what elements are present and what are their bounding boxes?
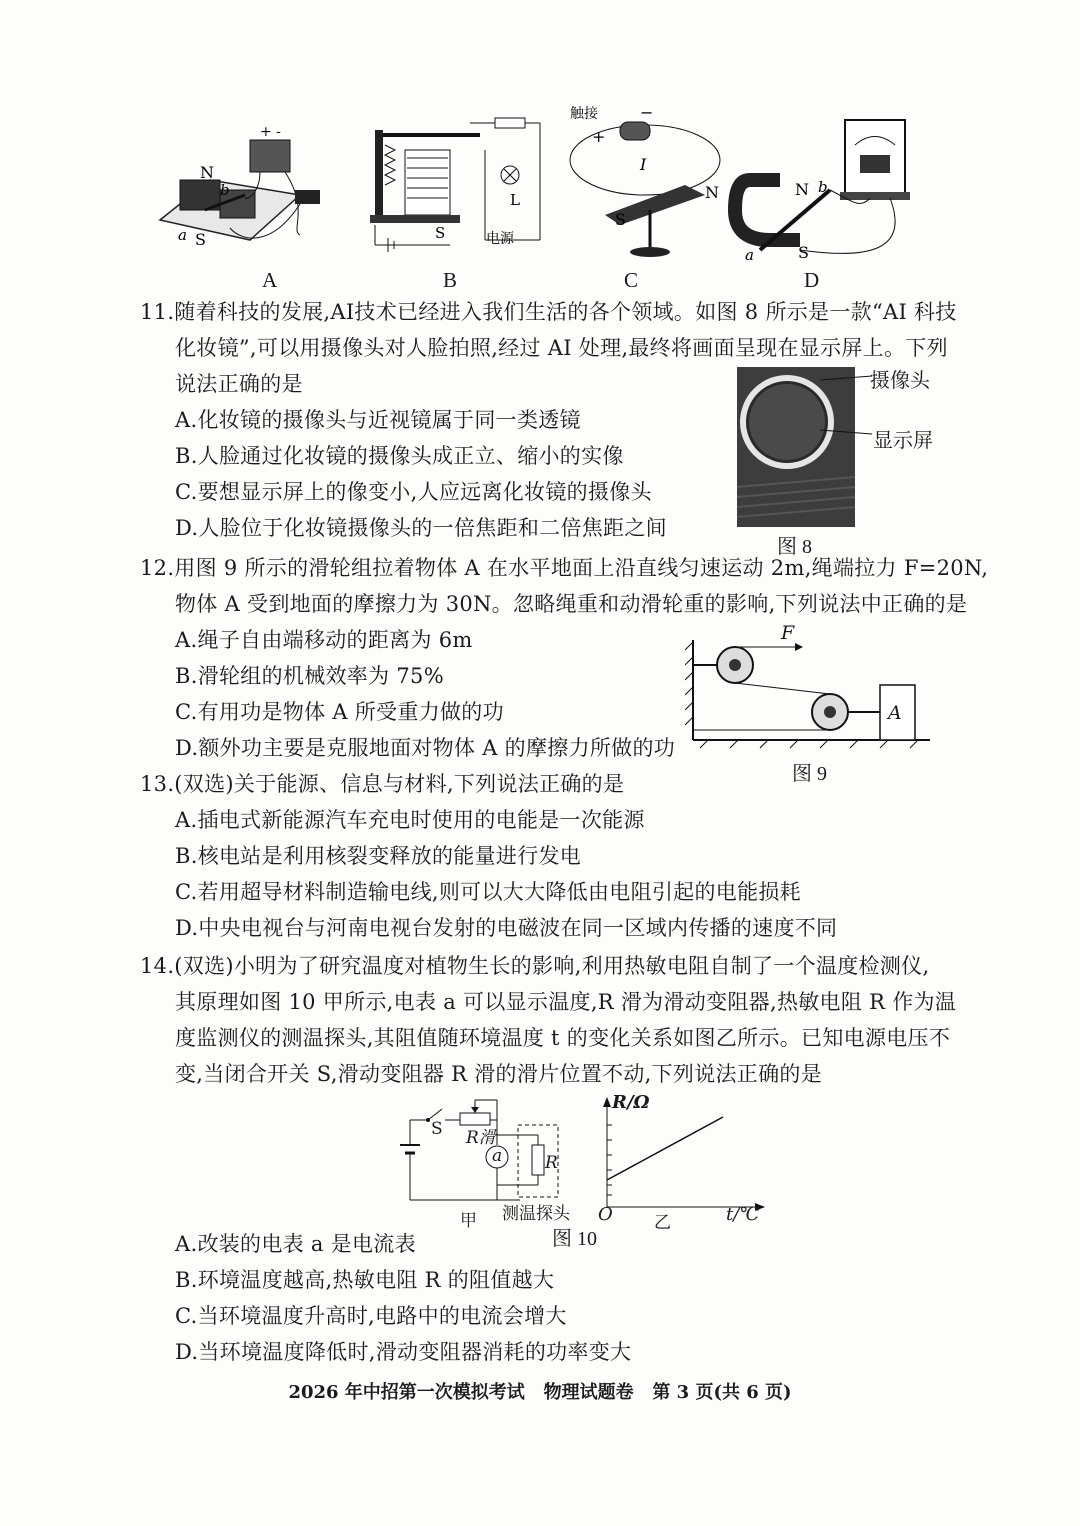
page-footer: 2026 年中招第一次模拟考试 物理试题卷 第 3 页(共 6 页) [288, 1382, 792, 1403]
figure-10-rheostat-label: R滑 [466, 1128, 496, 1148]
fig-c-current: I [640, 155, 647, 174]
q12-option-b: B.滑轮组的机械效率为 75% [175, 664, 444, 688]
q12-option-a: A.绳子自由端移动的距离为 6m [175, 628, 473, 652]
fig-a-polarity: + - [260, 124, 281, 140]
fig-a-n: N [200, 163, 214, 182]
figure-10-circuit [400, 1095, 570, 1205]
fig-b-power: 电源 [486, 231, 514, 247]
figure-8-camera-label: 摄像头 [870, 370, 930, 392]
figure-10-graph [595, 1095, 765, 1215]
fig-b-l: L [510, 191, 520, 209]
q14-option-d: D.当环境温度降低时,滑动变阻器消耗的功率变大 [175, 1340, 632, 1364]
fig-d-n: N [795, 180, 809, 199]
q11-option-b: B.人脸通过化妆镜的摄像头成正立、缩小的实像 [175, 444, 624, 468]
q13-line1: 13.(双选)关于能源、信息与材料,下列说法正确的是 [140, 772, 625, 796]
figure-10-jia-label: 甲 [460, 1211, 477, 1231]
q13-option-d: D.中央电视台与河南电视台发射的电磁波在同一区域内传播的速度不同 [175, 916, 838, 940]
figure-10-x-axis-label: t/℃ [726, 1204, 760, 1225]
fig-c-s: S [615, 210, 626, 229]
figure-10-switch-label: S [431, 1119, 443, 1139]
q11-line2: 化妆镜”,可以用摄像头对人脸拍照,经过 AI 处理,最终将画面呈现在显示屏上。下列 [175, 336, 948, 360]
q13-option-c: C.若用超导材料制造输电线,则可以大大降低由电阻引起的电能损耗 [175, 880, 801, 904]
figure-c-compass [570, 103, 720, 257]
figure-8-screen-label: 显示屏 [873, 430, 933, 452]
q14-option-b: B.环境温度越高,热敏电阻 R 的阻值越大 [175, 1268, 555, 1292]
fig-a-b: b [220, 181, 230, 199]
q12-option-c: C.有用功是物体 A 所受重力做的功 [175, 700, 504, 724]
figure-a-generator [160, 124, 320, 249]
figure-10-meter-label: a [492, 1146, 503, 1166]
fig-d-a: a [745, 246, 754, 264]
q14-line3: 度监测仪的测温探头,其阻值随环境温度 t 的变化关系如图乙所示。已知电源电压不 [175, 1026, 951, 1050]
figure-9-pulley [685, 620, 935, 750]
q11-option-d: D.人脸位于化妆镜摄像头的一倍焦距和二倍焦距之间 [175, 516, 667, 540]
fig-c-plus: + [592, 127, 606, 146]
fig-a-a: a [178, 226, 187, 244]
figure-b-relay [370, 118, 540, 252]
figure-10-yi-label: 乙 [654, 1213, 671, 1233]
q11-line3: 说法正确的是 [175, 372, 303, 396]
fig-label-c: C [624, 268, 639, 292]
q14-option-c: C.当环境温度升高时,电路中的电流会增大 [175, 1304, 567, 1328]
figure-9-block-label: A [888, 702, 902, 724]
figure-10-y-axis-label: R/Ω [612, 1092, 650, 1113]
fig-c-minus: − [640, 103, 654, 122]
fig-d-b: b [818, 178, 828, 196]
fig-label-b: B [443, 268, 458, 292]
figure-d-galvanometer [735, 120, 910, 264]
fig-a-s: S [195, 230, 206, 249]
fig-d-s: S [798, 243, 809, 262]
q13-option-a: A.插电式新能源汽车充电时使用的电能是一次能源 [175, 808, 645, 832]
q14-line4: 变,当闭合开关 S,滑动变阻器 R 滑的滑片位置不动,下列说法正确的是 [175, 1062, 822, 1086]
figure-10-probe-label: 测温探头 [502, 1204, 570, 1224]
q12-option-d: D.额外功主要是克服地面对物体 A 的摩擦力所做的功 [175, 736, 676, 760]
q12-line2: 物体 A 受到地面的摩擦力为 30N。忽略绳重和动滑轮重的影响,下列说法中正确的是 [175, 592, 968, 616]
figure-9-force-label: F [781, 622, 795, 644]
q12-line1: 12.用图 9 所示的滑轮组拉着物体 A 在水平地面上沿直线匀速运动 2m,绳端拉力 F=20N, [140, 556, 989, 580]
fig-label-a: A [262, 268, 278, 292]
figure-10-caption: 图 10 [552, 1228, 597, 1250]
fig-c-n: N [705, 183, 719, 202]
fig-b-s: S [435, 224, 446, 242]
figure-row-svg [150, 100, 950, 295]
fig-label-d: D [804, 268, 820, 292]
q11-option-c: C.要想显示屏上的像变小,人应远离化妆镜的摄像头 [175, 480, 652, 504]
figure-row-top [150, 100, 950, 295]
q11-line1: 11.随着科技的发展,AI技术已经进入我们生活的各个领域。如图 8 所示是一款“AI 科技 [140, 300, 957, 324]
q14-option-a: A.改装的电表 a 是电流表 [175, 1232, 416, 1256]
figure-10-resistor-label: R [545, 1153, 558, 1173]
q14-line2: 其原理如图 10 甲所示,电表 a 可以显示温度,R 滑为滑动变阻器,热敏电阻 R 作为温 [175, 990, 957, 1014]
fig-c-touch: 触接 [570, 106, 598, 122]
q13-option-b: B.核电站是利用核裂变释放的能量进行发电 [175, 844, 582, 868]
figure-9-caption: 图 9 [792, 763, 827, 785]
q14-line1: 14.(双选)小明为了研究温度对植物生长的影响,利用热敏电阻自制了一个温度检测仪, [140, 954, 930, 978]
q11-option-a: A.化妆镜的摄像头与近视镜属于同一类透镜 [175, 408, 581, 432]
figure-8-caption: 图 8 [777, 536, 812, 558]
figure-10-origin: O [598, 1204, 613, 1225]
